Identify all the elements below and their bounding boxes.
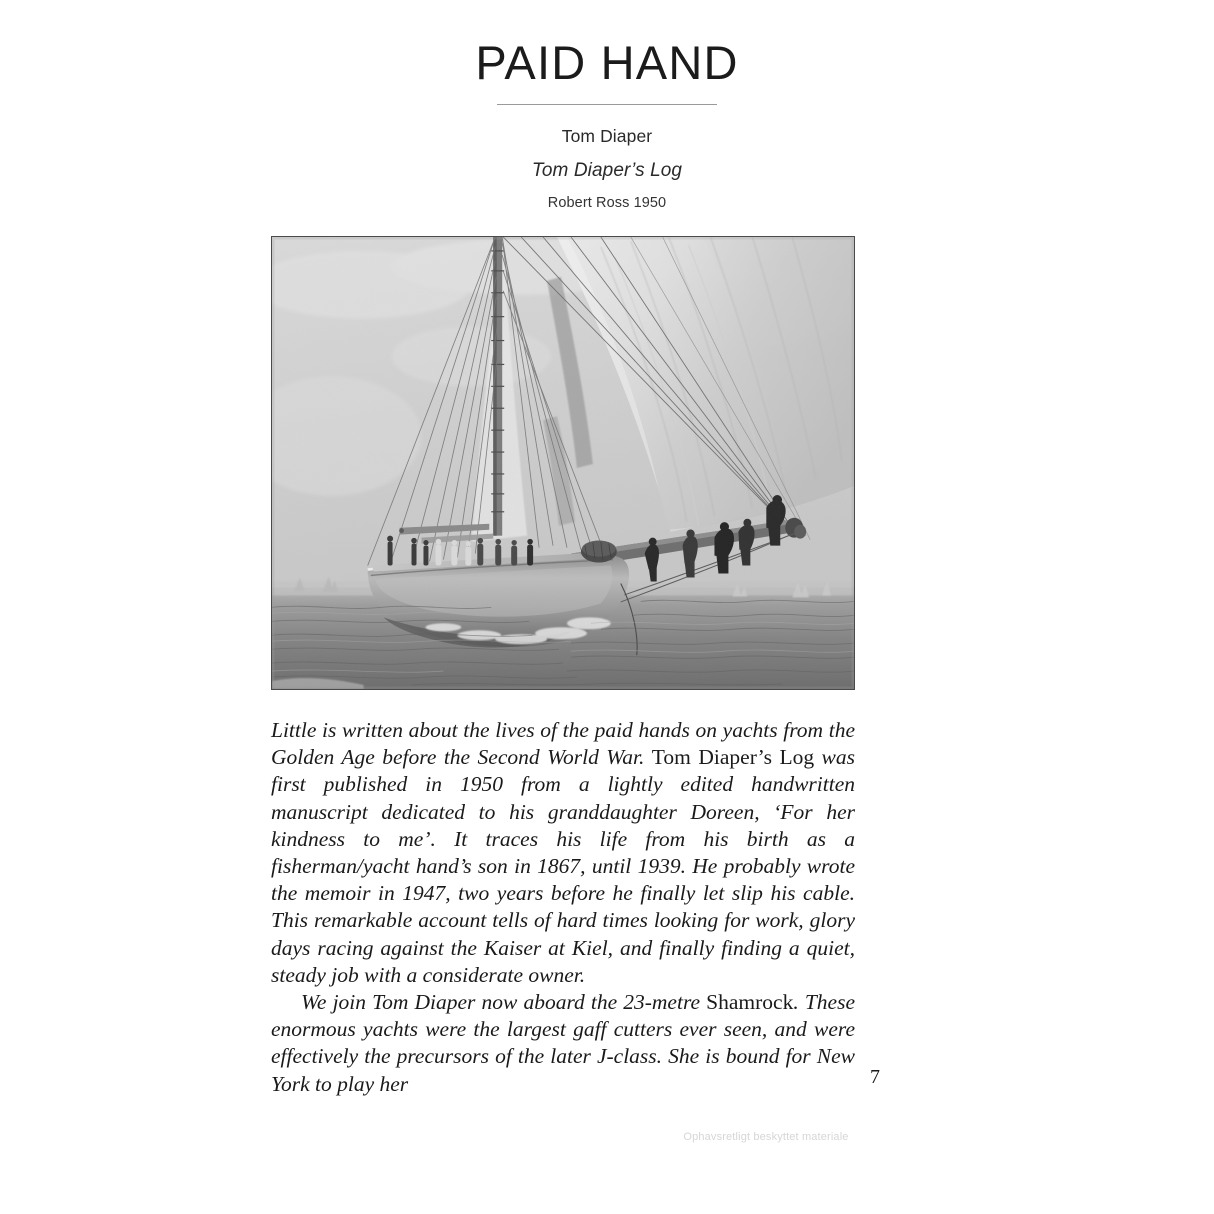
paragraph-2-roman-yacht-name: Shamrock <box>706 990 794 1015</box>
yacht-photograph-illustration <box>272 237 854 689</box>
yacht-photograph <box>271 236 855 690</box>
page-number: 7 <box>870 1066 880 1088</box>
author-name: Tom Diaper <box>561 126 653 147</box>
title-divider-rule <box>497 104 717 105</box>
copyright-watermark: Ophavsretligt beskyttet materiale <box>683 1131 849 1143</box>
paragraph-2-part-2: . These enormous yachts were the largest gaff cutters ever seen, and were effectively the precursors of the later J-class. She is bound for New York to play her <box>271 990 855 1096</box>
paragraph-1-part-2: was first published in 1950 from a lightly edited handwritten manuscript dedicated to his granddaughter Doreen, ‘For her kindness to me’. It traces his life from his birth as a fisherman/yacht hand’s son in 1867, until 1939. He probably wrote the memoir in 1947, two years before he finally let slip his cable. This remarkable account tells of hard times looking for work, glory days racing against the Kaiser at Kiel, and finally finding a quiet, steady job with a considerate owner. <box>271 745 855 987</box>
source-book-title: Tom Diaper’s Log <box>531 160 683 182</box>
page-header <box>0 38 1214 213</box>
paragraph-2-part-1: We join Tom Diaper now aboard the 23-metre <box>301 990 707 1015</box>
body-text-block <box>271 717 855 1098</box>
paragraph-1 <box>271 717 855 989</box>
paragraph-1-roman-title: Tom Diaper’s Log <box>651 745 815 770</box>
paragraph-1-part-1: Little is written about the lives of the paid hands on yachts from the Golden Age before the Second World War. <box>271 718 855 770</box>
credit-line: Robert Ross 1950 <box>547 195 667 212</box>
page-title: PAID HAND <box>475 36 739 89</box>
